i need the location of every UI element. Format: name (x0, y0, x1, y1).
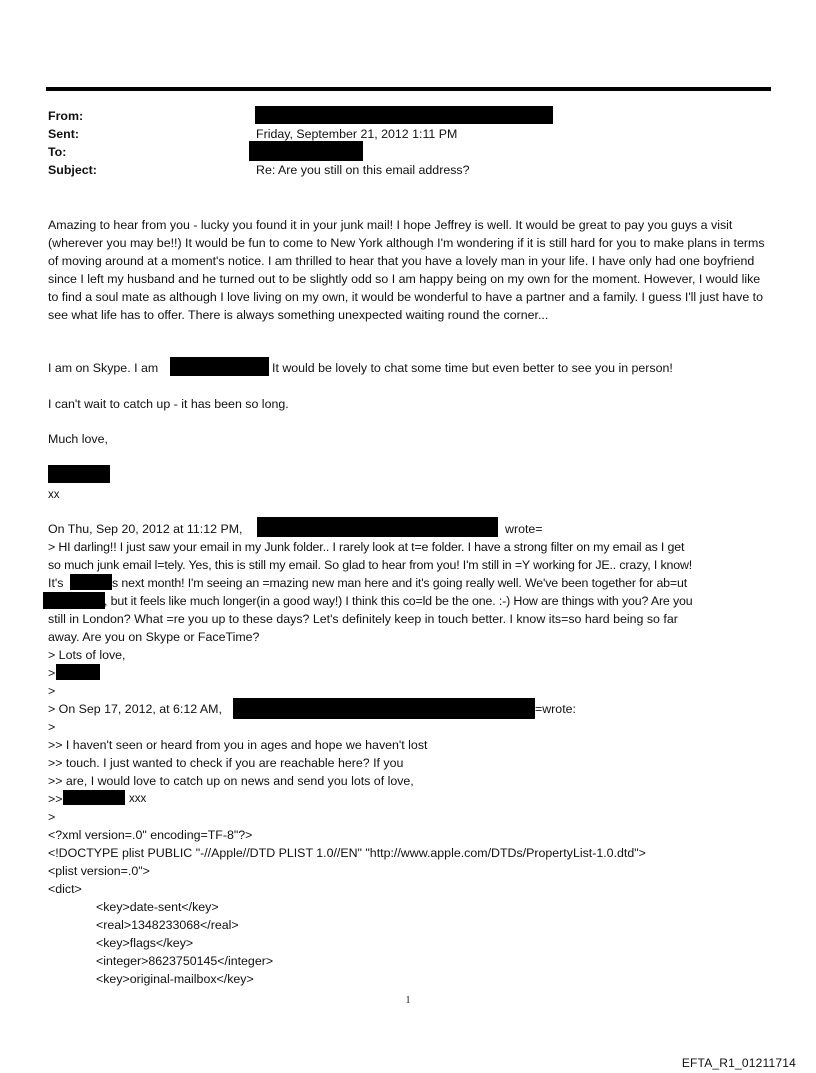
redaction-quote2-a (63, 790, 125, 805)
redaction-from (255, 106, 553, 124)
plist-line-6: <real>1348233068</real> (96, 918, 239, 932)
redaction-quote1-b (43, 592, 105, 609)
to-label: To: (48, 145, 67, 159)
quote2-line-2: >> I haven't seen or heard from you in ages and hope we haven't lost (48, 738, 428, 752)
catch-up-line: I can't wait to catch up - it has been so long. (48, 397, 289, 411)
subject-value: Re: Are you still on this email address? (256, 163, 470, 177)
quote2-line-5-suffix: xxx (129, 793, 147, 805)
quote1-line-4: , but it feels like much longer(in a good way!) I think this co=ld be the one. :-) How are things with you? Are you (104, 594, 693, 608)
redaction-to (249, 141, 363, 161)
header-rule (46, 87, 771, 91)
plist-line-3: <plist version=.0"> (48, 864, 150, 878)
sign-off-xx: xx (48, 489, 60, 501)
quote2-line-3: >> touch. I just wanted to check if you are reachable here? If you (48, 756, 404, 770)
redaction-quote1-a (70, 574, 112, 590)
quote1-line-6: away. Are you on Skype or FaceTime? (48, 630, 260, 644)
quote1-line-5: still in London? What =re you up to these days? Let's definitely keep in touch better. I know its=so hard being so far (48, 612, 678, 626)
quote2-intro-prefix: > On Sep 17, 2012, at 6:12 AM, (48, 702, 222, 716)
plist-line-8: <integer>8623750145</integer> (96, 954, 274, 968)
quote1-line-3-prefix: It's (48, 576, 64, 590)
quote1-intro-suffix: wrote= (505, 522, 543, 536)
sent-label: Sent: (48, 127, 79, 141)
quote2-line-1: > (48, 720, 56, 734)
plist-line-7: <key>flags</key> (96, 936, 194, 950)
redaction-quote1-c (56, 664, 100, 680)
plist-line-4: <dict> (48, 882, 82, 896)
subject-label: Subject: (48, 163, 97, 177)
body-paragraph-1: Amazing to hear from you - lucky you found it in your junk mail! I hope Jeffrey is well. It would be great to pay you guys a visit (wherever you may be!!) It would be fun to come to New York although I'm wondering if it is still hard for you to make plans in terms of moving around at a moment's notice. I am thrilled to hear that you have a lovely man in your life. I have only had one boyfriend since I left my husband and he turned out to be slightly odd so I am happy being on my own for the moment. However, I would like to find a soul mate as although I love living on my own, it would be wonderful to have a partner and a family. I guess I'll just have to see what life has to offer. There is always something unexpected waiting round the corner... (48, 218, 765, 322)
from-label: From: (48, 109, 84, 123)
quote1-line-9: > (48, 684, 56, 698)
quote1-line-1: > HI darling!! I just saw your email in my Junk folder.. I rarely look at t=e folder. I have a strong filter on my email as I get (48, 540, 685, 554)
plist-line-1: <?xml version=.0" encoding=TF-8"?> (48, 828, 253, 842)
redaction-quote1-sender (257, 517, 498, 537)
skype-prefix: I am on Skype. I am (48, 361, 159, 375)
plist-line-5: <key>date-sent</key> (96, 900, 219, 914)
redaction-skype (170, 357, 269, 376)
skype-suffix: It would be lovely to chat some time but even better to see you in person! (272, 361, 673, 375)
redaction-signature (48, 465, 110, 483)
plist-line-2: <!DOCTYPE plist PUBLIC "-//Apple//DTD PLIST 1.0//EN" "http://www.apple.com/DTDs/PropertyList-1.0.dtd"> (48, 846, 646, 860)
quote2-line-5-prefix: >> (48, 792, 63, 806)
page-number: 1 (405, 995, 411, 1006)
closing-line: Much love, (48, 432, 108, 446)
sent-value: Friday, September 21, 2012 1:11 PM (256, 127, 458, 141)
quote1-line-3-suffix: s next month! I'm seeing an =mazing new man here and it's going really well. We've been together for ab=ut (112, 576, 688, 590)
redaction-quote2-sender (233, 698, 535, 719)
quote2-line-4: >> are, I would love to catch up on news and send you lots of love, (48, 774, 414, 788)
quote2-line-6: > (48, 810, 56, 824)
quote2-intro-suffix: =wrote: (535, 702, 576, 716)
quote1-intro-prefix: On Thu, Sep 20, 2012 at 11:12 PM, (48, 522, 243, 536)
quote1-line-8: > (48, 666, 56, 680)
bates-number: EFTA_R1_01211714 (681, 1056, 796, 1070)
plist-line-9: <key>original-mailbox</key> (96, 972, 254, 986)
quote1-line-7: > Lots of love, (48, 648, 126, 662)
quote1-line-2: so much junk email l=tely. Yes, this is still my email. So glad to hear from you! I'm still in =Y working for JE.. crazy, I know! (48, 558, 693, 572)
